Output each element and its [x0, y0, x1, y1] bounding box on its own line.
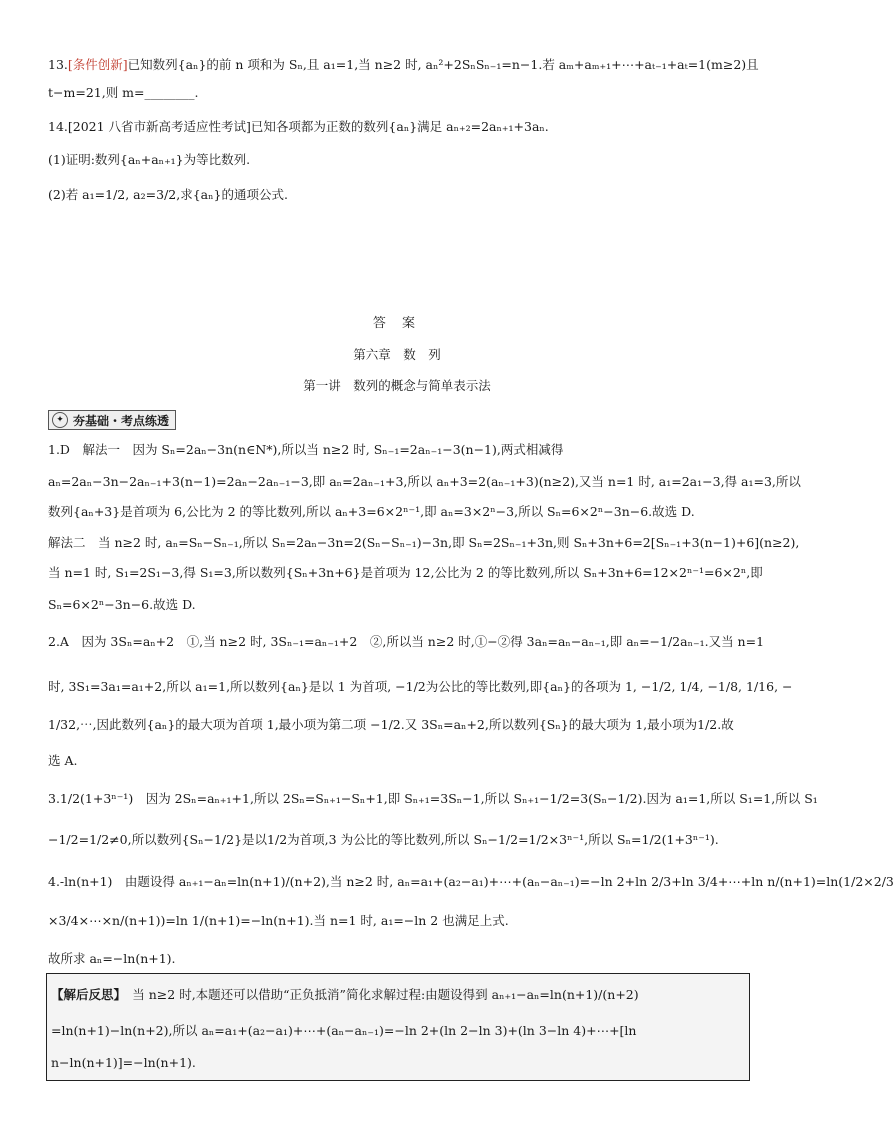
answer-4-line-2: ×3/4×⋯×n/(n+1))=ln 1/(n+1)=−ln(n+1).当 n=1 时, a₁=−ln 2 也满足上式. — [48, 913, 509, 928]
question-14-line-1: 14.[2021 八省市新高考适应性考试]已知各项都为正数的数列{aₙ}满足 aₙ₊₂=2aₙ₊₁+3aₙ. — [48, 119, 549, 134]
question-14-part-2: (2)若 a₁=1/2, a₂=3/2,求{aₙ}的通项公式. — [48, 187, 288, 202]
answer-1-line-5: 当 n=1 时, S₁=2S₁−3,得 S₁=3,所以数列{Sₙ+3n+6}是首项为 12,公比为 2 的等比数列,所以 Sₙ+3n+6=12×2ⁿ⁻¹=6×2ⁿ,即 — [48, 565, 763, 580]
answer-1-line-1: 1.D 解法一 因为 Sₙ=2aₙ−3n(n∈N*),所以当 n≥2 时, Sₙ₋₁=2aₙ₋₁−3(n−1),两式相减得 — [48, 442, 564, 457]
question-13-line-1: 13.[条件创新]已知数列{aₙ}的前 n 项和为 Sₙ,且 a₁=1,当 n≥2 时, aₙ²+2SₙSₙ₋₁=n−1.若 aₘ+aₘ₊₁+⋯+aₜ₋₁+aₜ=1(m≥2)且 — [48, 57, 759, 72]
answer-4-line-3: 故所求 aₙ=−ln(n+1). — [48, 951, 176, 966]
answer-2-line-4: 选 A. — [48, 753, 78, 768]
reflection-line-1: 【解后反思】 当 n≥2 时,本题还可以借助“正负抵消”简化求解过程:由题设得到 aₙ₊₁−aₙ=ln(n+1)/(n+2) — [51, 987, 639, 1002]
reflection-label: 【解后反思】 — [51, 987, 120, 1002]
lightbulb-icon: ✦ — [52, 412, 68, 428]
question-13-line-2: t−m=21,则 m=________. — [48, 85, 199, 100]
chapter-heading: 第六章 数 列 — [353, 347, 441, 362]
lecture-heading: 第一讲 数列的概念与简单表示法 — [303, 378, 491, 393]
answer-1-line-6: Sₙ=6×2ⁿ−3n−6.故选 D. — [48, 597, 196, 612]
answer-2-line-2: 时, 3S₁=3a₁=a₁+2,所以 a₁=1,所以数列{aₙ}是以 1 为首项, −1/2为公比的等比数列,即{aₙ}的各项为 1, −1/2, 1/4, −1/8, 1/16, − — [48, 679, 793, 694]
answer-1-line-4: 解法二 当 n≥2 时, aₙ=Sₙ−Sₙ₋₁,所以 Sₙ=2aₙ−3n=2(Sₙ−Sₙ₋₁)−3n,即 Sₙ=2Sₙ₋₁+3n,则 Sₙ+3n+6=2[Sₙ₋₁+3(n−1)+6](n≥2), — [48, 535, 800, 550]
section-tag: ✦ 夯基础・考点练透 — [48, 410, 176, 430]
answer-3-line-2: −1/2=1/2≠0,所以数列{Sₙ−1/2}是以1/2为首项,3 为公比的等比数列,所以 Sₙ−1/2=1/2×3ⁿ⁻¹,所以 Sₙ=1/2(1+3ⁿ⁻¹). — [48, 832, 719, 847]
answer-2-line-3: 1/32,⋯,因此数列{aₙ}的最大项为首项 1,最小项为第二项 −1/2.又 3Sₙ=aₙ+2,所以数列{Sₙ}的最大项为 1,最小项为1/2.故 — [48, 717, 734, 732]
condition-innovation-tag: [条件创新] — [67, 57, 128, 72]
answer-4-line-1: 4.-ln(n+1) 由题设得 aₙ₊₁−aₙ=ln(n+1)/(n+2),当 n≥2 时, aₙ=a₁+(a₂−a₁)+⋯+(aₙ−aₙ₋₁)=−ln 2+ln 2/3+ln 3/4+⋯+ln n/(n+1)=ln(1/2×2/3 — [48, 874, 894, 889]
reflection-line-3: n−ln(n+1)]=−ln(n+1). — [51, 1055, 196, 1070]
reflection-line-2: =ln(n+1)−ln(n+2),所以 aₙ=a₁+(a₂−a₁)+⋯+(aₙ−aₙ₋₁)=−ln 2+(ln 2−ln 3)+(ln 3−ln 4)+⋯+[ln — [51, 1023, 637, 1038]
reflection-box — [46, 973, 750, 1081]
answers-title: 答 案 — [372, 316, 422, 331]
answer-1-line-3: 数列{aₙ+3}是首项为 6,公比为 2 的等比数列,所以 aₙ+3=6×2ⁿ⁻¹,即 aₙ=3×2ⁿ−3,所以 Sₙ=6×2ⁿ−3n−6.故选 D. — [48, 504, 695, 519]
answer-1-line-2: aₙ=2aₙ−3n−2aₙ₋₁+3(n−1)=2aₙ−2aₙ₋₁−3,即 aₙ=2aₙ₋₁+3,所以 aₙ+3=2(aₙ₋₁+3)(n≥2),又当 n=1 时, a₁=2a₁−3,得 a₁=3,所以 — [48, 474, 801, 489]
answer-2-line-1: 2.A 因为 3Sₙ=aₙ+2 ①,当 n≥2 时, 3Sₙ₋₁=aₙ₋₁+2 ②,所以当 n≥2 时,①−②得 3aₙ=aₙ−aₙ₋₁,即 aₙ=−1/2aₙ₋₁.又当 n=1 — [48, 634, 765, 649]
question-14-part-1: (1)证明:数列{aₙ+aₙ₊₁}为等比数列. — [48, 152, 251, 167]
answer-3-line-1: 3.1/2(1+3ⁿ⁻¹) 因为 2Sₙ=aₙ₊₁+1,所以 2Sₙ=Sₙ₊₁−Sₙ+1,即 Sₙ₊₁=3Sₙ−1,所以 Sₙ₊₁−1/2=3(Sₙ−1/2).因为 a₁=1,所以 S₁=1,所以 S₁ — [48, 791, 818, 806]
